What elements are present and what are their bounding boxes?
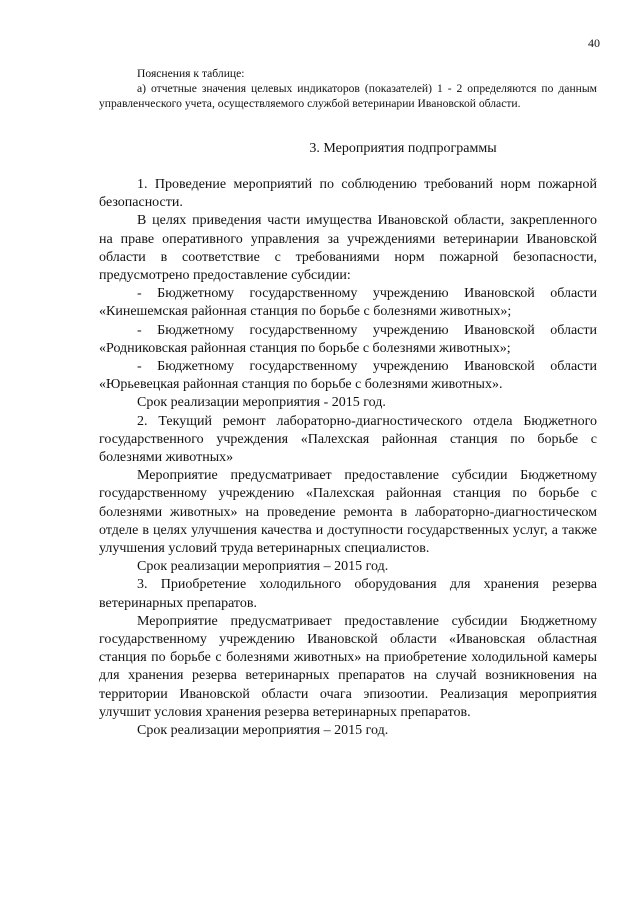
notes-item-a: а) отчетные значения целевых индикаторов (показателей) 1 - 2 определяются по данным управленческого учета, осуществляемого службой ветеринарии Ивановской области. xyxy=(99,82,597,110)
paragraph-recipient-kineshma: - Бюджетному государственному учреждению Ивановской области «Кинешемская районная станция по борьбе с болезнями животных»; xyxy=(99,286,597,320)
paragraph-item-3-deadline: Срок реализации мероприятия – 2015 год. xyxy=(137,723,389,739)
paragraph-item-1-deadline: Срок реализации мероприятия - 2015 год. xyxy=(137,395,386,411)
paragraph-recipient-yuryevets: - Бюджетному государственному учреждению Ивановской области «Юрьевецкая районная станция по борьбе с болезнями животных». xyxy=(99,359,597,393)
paragraph-item-2-deadline: Срок реализации мероприятия – 2015 год. xyxy=(137,559,389,575)
notes-heading: Пояснения к таблице: xyxy=(137,67,245,80)
paragraph-item-1-description: В целях приведения части имущества Ивановской области, закрепленного на праве оперативного управления за учреждениями ветеринарии Ивановской области в соответствие с требованиями норм пожарной безопасности, предусмотрено предоставление субсидии: xyxy=(99,213,597,284)
paragraph-item-3-description: Мероприятие предусматривает предоставление субсидии Бюджетному государственному учреждению Ивановской области «Ивановская областная станция по борьбе с болезнями животных» на приобретение холодильной камеры для хранения резерва ветеринарных препаратов на случай возникновения на территории Ивановской области очага эпизоотии. Реализация мероприятия улучшит условия хранения резерва ветеринарных препаратов. xyxy=(99,613,597,720)
page-number: 40 xyxy=(588,36,600,50)
paragraph-item-2-description: Мероприятие предусматривает предоставление субсидии Бюджетному государственному учреждению «Палехская районная станция по борьбе с болезнями животных» на проведение ремонта в лабораторно-диагностическом отделе в целях улучшения качества и доступности государственных услуг, а также улучшения условий труда ветеринарных специалистов. xyxy=(99,468,597,557)
paragraph-item-1-heading: 1. Проведение мероприятий по соблюдению требований норм пожарной безопасности. xyxy=(99,177,597,211)
section-body xyxy=(99,176,597,740)
table-notes xyxy=(99,66,597,111)
paragraph-item-3-heading: 3. Приобретение холодильного оборудования для хранения резерва ветеринарных препаратов. xyxy=(99,577,597,611)
paragraph-item-2-heading: 2. Текущий ремонт лабораторно-диагностического отдела Бюджетного государственного учреждения «Палехская районная станция по борьбе с болезнями животных» xyxy=(99,413,597,466)
section-title: 3. Мероприятия подпрограммы xyxy=(309,141,497,156)
paragraph-recipient-rodniki: - Бюджетному государственному учреждению Ивановской области «Родниковская районная станция по борьбе с болезнями животных»; xyxy=(99,322,597,356)
